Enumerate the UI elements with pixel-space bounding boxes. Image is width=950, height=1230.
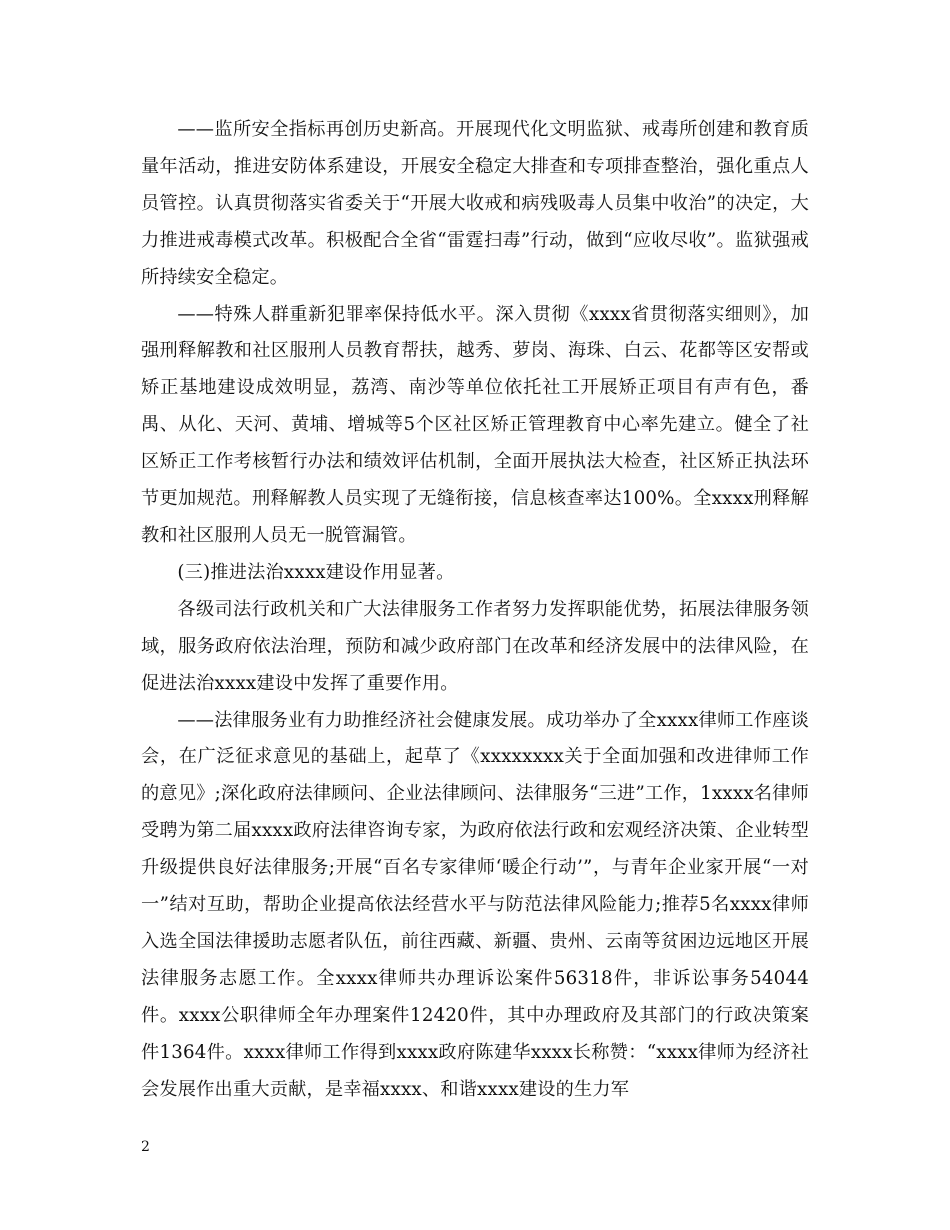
paragraph-special-groups: ——特殊人群重新犯罪率保持低水平。深入贯彻《xxxx省贯彻落实细则》，加强刑释解教和社区服刑人员教育帮扶，越秀、萝岗、海珠、白云、花都等区安帮或矫正基地建设成效明显，荔湾、南沙等单位依托社工开展矫正项目有声有色，番禺、从化、天河、黄埔、增城等5个区社区矫正管理教育中心率先建立。健全了社区矫正工作考核暂行办法和绩效评估机制，全面开展执法大检查，社区矫正执法环节更加规范。刑释解教人员实现了无缝衔接，信息核查率达100%。全xxxx刑释解教和社区服刑人员无一脱管漏管。 [141, 303, 809, 546]
paragraph-legal-services-role: 各级司法行政机关和广大法律服务工作者努力发挥职能优势，拓展法律服务领域，服务政府依法治理，预防和减少政府部门在改革和经济发展中的法律风险，在促进法治xxxx建设中发挥了重要作用。 [141, 598, 809, 694]
page-number: 2 [141, 1139, 150, 1155]
paragraph-prison-safety: ——监所安全指标再创历史新高。开展现代化文明监狱、戒毒所创建和教育质量年活动，推进安防体系建设，开展安全稳定大排查和专项排查整治，强化重点人员管控。认真贯彻落实省委关于“开展大收戒和病残吸毒人员集中收治”的决定，大力推进戒毒模式改革。积极配合全省“雷霆扫毒”行动，做到“应收尽收”。监狱强戒所持续安全稳定。 [141, 119, 809, 288]
section-heading-rule-of-law: (三)推进法治xxxx建设作用显著。 [177, 561, 455, 583]
paragraph-legal-services-economy: ——法律服务业有力助推经济社会健康发展。成功举办了全xxxx律师工作座谈会，在广泛征求意见的基础上，起草了《xxxxxxxx关于全面加强和改进律师工作的意见》;深化政府法律顾问、企业法律顾问、法律服务“三进”工作，1xxxx名律师受聘为第二届xxxx政府法律咨询专家，为政府依法行政和宏观经济决策、企业转型升级提供良好法律服务;开展“百名专家律师‘暖企行动’”，与青年企业家开展“一对一”结对互助，帮助企业提高依法经营水平与防范法律风险能力;推荐5名xxxx律师入选全国法律援助志愿者队伍，前往西藏、新疆、贵州、云南等贫困边远地区开展法律服务志愿工作。全xxxx律师共办理诉讼案件56318件，非诉讼事务54044件。xxxx公职律师全年办理案件12420件，其中办理政府及其部门的行政决策案件1364件。xxxx律师工作得到xxxx政府陈建华xxxx长称赞：“xxxx律师为经济社会发展作出重大贡献，是幸福xxxx、和谐xxxx建设的生力军 [141, 709, 809, 1100]
document-body [141, 112, 809, 1108]
